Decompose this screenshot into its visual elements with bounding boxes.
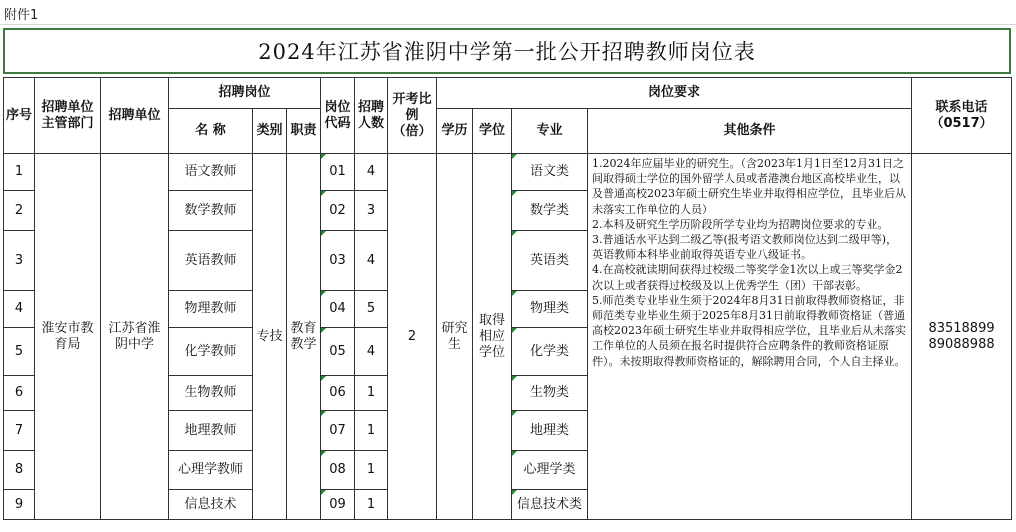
row-code: 09: [321, 490, 355, 520]
phone-number: 83518899: [928, 320, 995, 336]
header-ratio: 开考比例（倍）: [388, 78, 437, 154]
header-major: 专业: [512, 109, 588, 154]
row-major: 物理类: [512, 291, 588, 328]
row-name: 化学教师: [169, 328, 253, 376]
row-seq: 8: [4, 451, 35, 490]
recruitment-table: [3, 77, 1012, 520]
attachment-label: 附件1: [4, 8, 39, 23]
row-major: 语文类: [512, 154, 588, 191]
header-category: 类别: [253, 109, 287, 154]
row-code: 04: [321, 291, 355, 328]
row-name: 物理教师: [169, 291, 253, 328]
sheet-gridline: [0, 24, 1016, 25]
header-unit: 招聘单位: [101, 78, 169, 154]
row-code: 07: [321, 411, 355, 451]
row-count: 1: [355, 376, 388, 411]
condition-item: 3.普通话水平达到二级乙等(报考语文教师岗位达到二级甲等)，英语教师本科毕业前取得英语专业八级证书。: [592, 233, 898, 262]
header-dept: 招聘单位主管部门: [35, 78, 101, 154]
row-code: 06: [321, 376, 355, 411]
row-code: 01: [321, 154, 355, 191]
education-cell: 研究生: [437, 154, 473, 520]
header-other: 其他条件: [588, 109, 912, 154]
condition-item: 5.师范类专业毕业生须于2024年8月31日前取得教师资格证，非师范类专业毕业生须于2025年8月31日前取得教师资格证（普通高校2023年硕士研究生毕业并取得相应学位，且毕业后从未落实工作单位的人员须在报名时提供符合应聘条件的教师资格证原件）。未按期取得教师资格证的，解除聘用合同，个人自主择业。: [592, 293, 907, 368]
row-name: 生物教师: [169, 376, 253, 411]
row-name: 心理学教师: [169, 451, 253, 490]
degree-cell: 取得相应学位: [473, 154, 512, 520]
contact-cell: [912, 154, 1012, 520]
header-code: 岗位代码: [321, 78, 355, 154]
header-contact-label: 联系电话: [935, 99, 988, 115]
row-seq: 5: [4, 328, 35, 376]
condition-item: 2.本科及研究生学历阶段所学专业均为招聘岗位要求的专业。: [592, 217, 889, 231]
row-code: 08: [321, 451, 355, 490]
header-position-group: 招聘岗位: [169, 78, 321, 109]
phone-number: 89088988: [928, 336, 995, 352]
other-conditions-cell: [588, 154, 912, 520]
unit-cell: 江苏省淮阴中学: [101, 154, 169, 520]
row-major: 生物类: [512, 376, 588, 411]
row-name: 信息技术: [169, 490, 253, 520]
row-major: 英语类: [512, 231, 588, 291]
row-seq: 4: [4, 291, 35, 328]
row-count: 3: [355, 191, 388, 231]
row-seq: 3: [4, 231, 35, 291]
header-contact: [912, 78, 1012, 154]
header-seq: 序号: [4, 78, 35, 154]
header-area-code: （0517）: [930, 115, 993, 131]
row-code: 05: [321, 328, 355, 376]
row-count: 1: [355, 490, 388, 520]
duty-cell: 教育教学: [287, 154, 321, 520]
table-row: [4, 154, 1012, 191]
row-name: 数学教师: [169, 191, 253, 231]
row-seq: 6: [4, 376, 35, 411]
ratio-cell: 2: [388, 154, 437, 520]
row-major: 数学类: [512, 191, 588, 231]
row-name: 地理教师: [169, 411, 253, 451]
dept-cell: 淮安市教育局: [35, 154, 101, 520]
condition-item: 4.在高校就读期间获得过校级二等奖学金1次以上或三等奖学金2次以上或者获得过校级及以上优秀学生（团）干部表彰。: [592, 263, 903, 292]
header-count: 招聘人数: [355, 78, 388, 154]
row-count: 4: [355, 328, 388, 376]
header-requirements: 岗位要求: [437, 78, 912, 109]
row-seq: 2: [4, 191, 35, 231]
row-code: 02: [321, 191, 355, 231]
row-count: 1: [355, 451, 388, 490]
header-name: 名 称: [169, 109, 253, 154]
row-major: 地理类: [512, 411, 588, 451]
row-name: 语文教师: [169, 154, 253, 191]
row-count: 1: [355, 411, 388, 451]
row-count: 4: [355, 154, 388, 191]
row-count: 5: [355, 291, 388, 328]
row-major: 信息技术类: [512, 490, 588, 520]
row-seq: 7: [4, 411, 35, 451]
header-education: 学历: [437, 109, 473, 154]
row-seq: 9: [4, 490, 35, 520]
row-code: 03: [321, 231, 355, 291]
header-duty: 职责: [287, 109, 321, 154]
header-degree: 学位: [473, 109, 512, 154]
row-count: 4: [355, 231, 388, 291]
condition-item: 1.2024年应届毕业的研究生。（含2023年1月1日至12月31日之间取得硕士学位的国外留学人员或者港澳台地区高校毕业生，以及普通高校2023年硕士研究生毕业并取得相应学位，且毕业后从未落实工作单位的人员）: [592, 157, 907, 216]
row-major: 心理学类: [512, 451, 588, 490]
row-seq: 1: [4, 154, 35, 191]
row-name: 英语教师: [169, 231, 253, 291]
row-major: 化学类: [512, 328, 588, 376]
page-title: 2024年江苏省淮阴中学第一批公开招聘教师岗位表: [3, 28, 1011, 74]
category-cell: 专技: [253, 154, 287, 520]
